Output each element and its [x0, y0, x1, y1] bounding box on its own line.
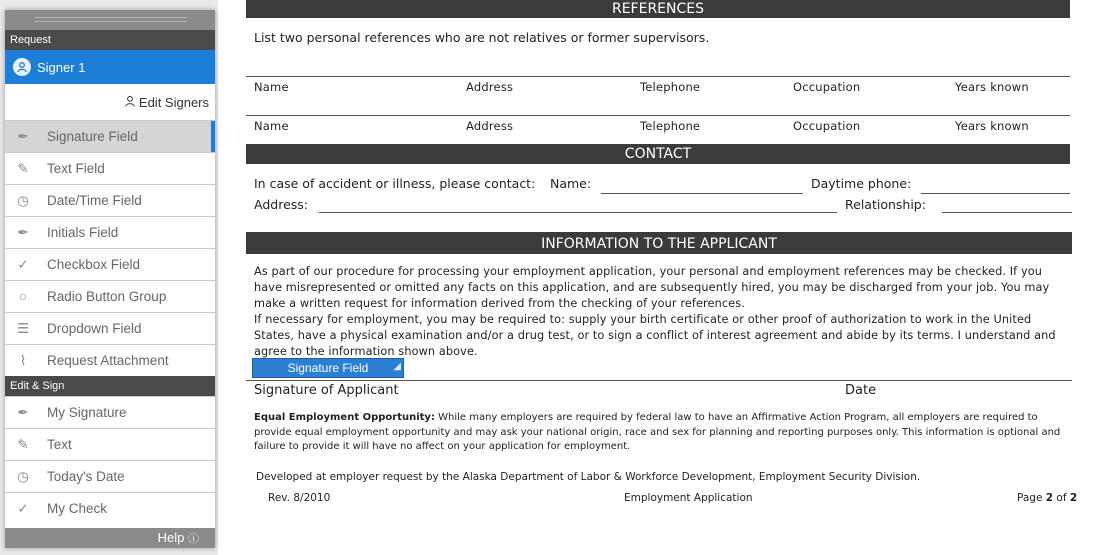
address-line — [319, 212, 837, 213]
checkmark-icon: ✓ — [17, 256, 29, 272]
field-item-label: My Check — [47, 501, 108, 516]
edit-signers-button[interactable] — [5, 84, 215, 120]
page-indicator — [1017, 492, 1077, 504]
references-header: REFERENCES — [246, 0, 1070, 18]
developed-by-note: Developed at employer request by the Alaska Department of Labor & Workforce Development, Employment Security Division. — [256, 471, 921, 483]
ref1-occupation-label: Occupation — [793, 80, 861, 94]
ref2-occupation-label: Occupation — [793, 119, 861, 133]
section-edit-sign: Edit & Sign — [5, 376, 215, 396]
field-item-label: Text Field — [47, 161, 105, 176]
field-item-label: My Signature — [47, 405, 127, 420]
contact-instruction: In case of accident or illness, please contact: — [254, 176, 536, 191]
edit-sign-list — [5, 396, 215, 524]
information-paragraph-2: If necessary for employment, you may be required to: supply your birth certificate or other proof of authorization to work in the United States, have a physical examination and/or a drug test, or to sign a conflict of interest agreement and abide by its terms. I understand and agree to the information shown above. — [254, 313, 1056, 358]
paperclip-icon: ⌇ — [19, 352, 27, 368]
request-item-dropdown-field[interactable] — [5, 312, 215, 344]
help-circle-icon: ⓘ — [188, 533, 199, 545]
ref2-years-label: Years known — [955, 119, 1029, 133]
page-prefix: Page — [1017, 492, 1043, 504]
help-button[interactable] — [5, 528, 215, 548]
field-item-label: Radio Button Group — [47, 289, 167, 304]
signer-selector[interactable] — [5, 50, 215, 84]
person-icon — [124, 95, 136, 110]
ref2-telephone-label: Telephone — [640, 119, 701, 133]
page-current: 2 — [1045, 492, 1054, 504]
request-item-date-time-field[interactable] — [5, 184, 215, 216]
references-row1-line — [246, 76, 1070, 77]
information-paragraphs — [254, 264, 1064, 360]
page-of: of — [1056, 492, 1067, 504]
clock-icon: ◷ — [17, 192, 29, 208]
daytime-phone-label: Daytime phone: — [811, 176, 912, 191]
eeo-statement — [254, 411, 1064, 455]
clock-icon: ◷ — [17, 468, 29, 484]
pen-nib-icon: ✒ — [17, 404, 29, 420]
ref1-telephone-label: Telephone — [640, 80, 701, 94]
pencil-icon: ✎ — [17, 436, 29, 452]
signature-of-applicant-label: Signature of Applicant — [254, 383, 399, 398]
document-page — [218, 0, 1099, 555]
dropdown-list-icon: ☰ — [16, 320, 30, 336]
references-row2-line — [246, 115, 1070, 116]
ref1-name-label: Name — [254, 80, 289, 94]
eeo-title: Equal Employment Opportunity: — [254, 412, 435, 423]
ref2-name-label: Name — [254, 119, 289, 133]
relationship-line — [942, 212, 1072, 213]
field-item-label: Dropdown Field — [47, 321, 142, 336]
edit-signers-label: Edit Signers — [138, 94, 209, 110]
field-item-label: Date/Time Field — [47, 193, 142, 208]
fields-panel — [5, 10, 215, 548]
pen-nib-icon: ✒ — [17, 224, 29, 240]
contact-header: CONTACT — [246, 144, 1070, 164]
signer-name: Signer 1 — [37, 59, 86, 75]
request-item-text-field[interactable] — [5, 152, 215, 184]
user-avatar-icon — [13, 58, 31, 76]
relationship-label: Relationship: — [845, 197, 926, 212]
address-label: Address: — [254, 197, 308, 212]
signature-line — [246, 380, 1072, 381]
footer-title: Employment Application — [624, 492, 753, 504]
section-request: Request — [5, 30, 215, 50]
eeo-body: While many employers are required by federal law to have an Affirmative Action Program, all employers are required to provide equal employment opportunity and may ask your national origin, race and sex for planning and reporting purposes only. This information is optional and failure to provide it will have no affect on your application for employment. — [254, 412, 1061, 452]
request-item-request-attachment[interactable] — [5, 344, 215, 376]
ref1-years-label: Years known — [955, 80, 1029, 94]
field-item-label: Initials Field — [47, 225, 119, 240]
information-header: INFORMATION TO THE APPLICANT — [246, 232, 1072, 254]
page-total: 2 — [1069, 492, 1078, 504]
contact-name-line — [601, 193, 803, 194]
references-instruction: List two personal references who are not relatives or former supervisors. — [254, 30, 710, 45]
field-item-label: Today's Date — [47, 469, 125, 484]
field-item-label: Text — [47, 437, 72, 452]
revision-label: Rev. 8/2010 — [268, 492, 331, 504]
panel-drag-handle[interactable] — [5, 10, 215, 30]
field-item-label: Request Attachment — [47, 353, 169, 368]
edit-sign-item-today-s-date[interactable] — [5, 460, 215, 492]
edit-sign-item-text[interactable] — [5, 428, 215, 460]
grip-line-icon — [35, 17, 187, 18]
pencil-icon: ✎ — [17, 160, 29, 176]
information-paragraph-1: As part of our procedure for processing your employment application, your personal and employment references may be checked. If you have misrepresented or omitted any facts on this application, and are subsequently hired, you may be discharged from your job. You may make a written request for information derived from the checking of your references. — [254, 265, 1050, 310]
request-field-list — [5, 120, 215, 376]
signature-field-label: Signature Field — [287, 361, 369, 375]
contact-name-label: Name: — [550, 176, 592, 191]
daytime-phone-line — [921, 193, 1070, 194]
edit-sign-item-my-check[interactable] — [5, 492, 215, 524]
edit-sign-item-my-signature[interactable] — [5, 396, 215, 428]
signature-field-placeholder[interactable] — [252, 358, 404, 378]
radio-icon: ○ — [18, 289, 28, 304]
date-label: Date — [845, 383, 877, 398]
request-item-radio-button-group[interactable] — [5, 280, 215, 312]
ref2-address-label: Address — [466, 119, 514, 133]
request-item-checkbox-field[interactable] — [5, 248, 215, 280]
request-item-initials-field[interactable] — [5, 216, 215, 248]
field-item-label: Checkbox Field — [47, 257, 141, 272]
request-item-signature-field[interactable] — [5, 120, 215, 152]
resize-handle-icon[interactable]: ◢ — [393, 361, 401, 372]
grip-line-icon — [35, 21, 187, 22]
ref1-address-label: Address — [466, 80, 514, 94]
pen-nib-icon: ✒ — [17, 128, 29, 144]
checkmark-icon: ✓ — [17, 500, 29, 516]
field-item-label: Signature Field — [47, 129, 138, 144]
help-label: Help — [157, 530, 185, 545]
